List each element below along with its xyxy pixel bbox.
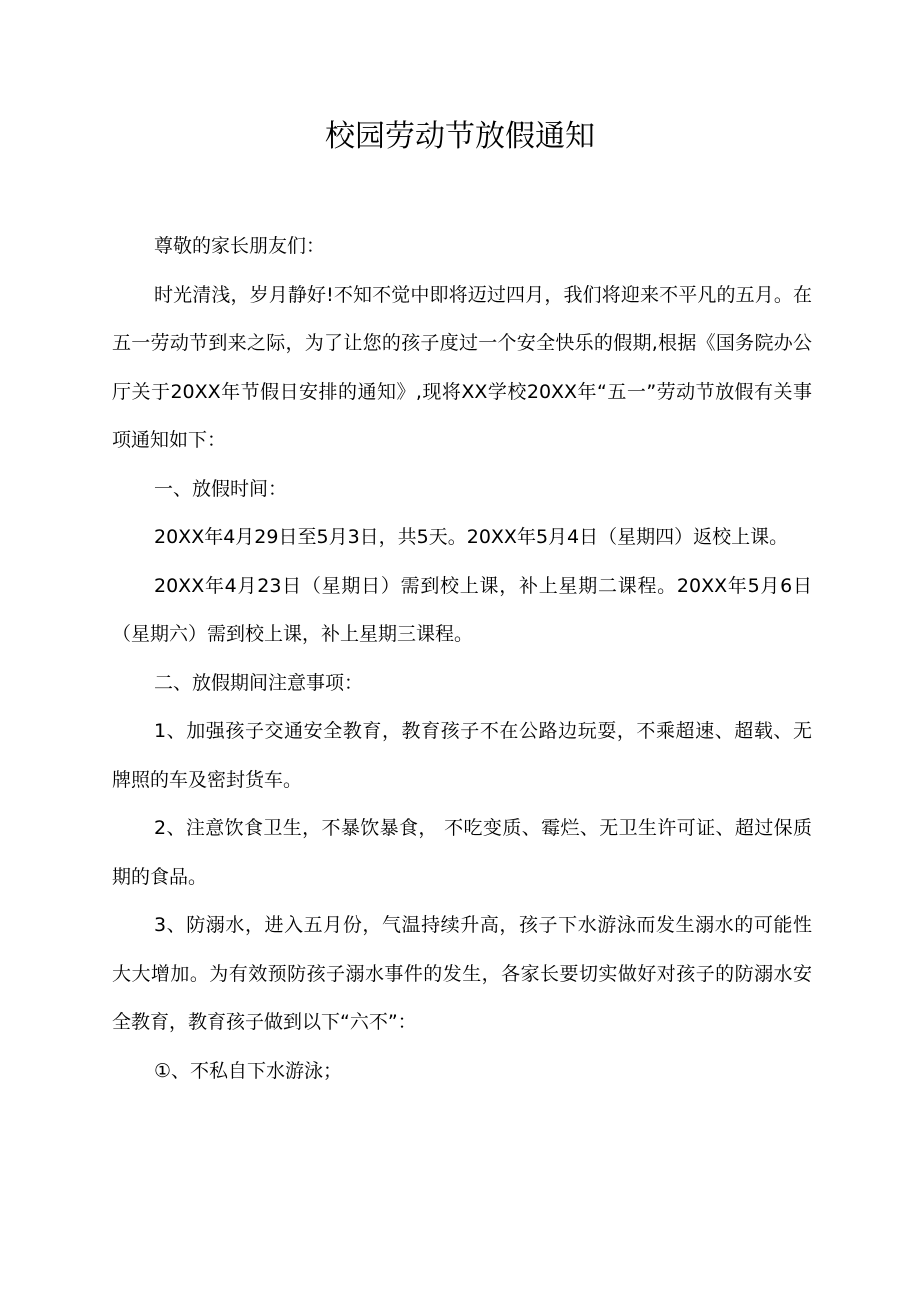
greeting-paragraph: 尊敬的家长朋友们：	[154, 235, 326, 257]
document-body	[112, 222, 812, 1095]
precaution-item-food: 2、注意饮食卫生，不暴饮暴食， 不吃变质、霉烂、无卫生许可证、超过保质期的食品。	[112, 817, 812, 888]
six-no-rule-item-1: ①、不私自下水游泳；	[154, 1059, 343, 1082]
intro-paragraph: 时光清浅，岁月静好!不知不觉中即将迈过四月，我们将迎来不平凡的五月。在五一劳动节到来之际，为了让您的孩子度过一个安全快乐的假期,根据《国务院办公厅关于20XX年节假日安排的通知》,现将XX学校20XX年“五一”劳动节放假有关事项通知如下：	[112, 283, 812, 451]
document-title: 校园劳动节放假通知	[325, 119, 595, 154]
makeup-classes-paragraph: 20XX年4月23日（星期日）需到校上课，补上星期二课程。20XX年5月6日（星期六）需到校上课，补上星期三课程。	[112, 574, 812, 645]
precaution-item-traffic: 1、加强孩子交通安全教育，教育孩子不在公路边玩耍，不乘超速、超载、无牌照的车及密封货车。	[112, 720, 812, 791]
holiday-dates-paragraph: 20XX年4月29日至5月3日，共5天。20XX年5月4日（星期四）返校上课。	[154, 526, 789, 548]
section-heading-precautions: 二、放假期间注意事项：	[154, 671, 364, 694]
section-heading-holiday-time: 一、放假时间：	[154, 477, 288, 500]
precaution-item-drowning: 3、防溺水，进入五月份，气温持续升高，孩子下水游泳而发生溺水的可能性大大增加。为有效预防孩子溺水事件的发生，各家长要切实做好对孩子的防溺水安全教育，教育孩子做到以下“六不”：	[112, 914, 812, 1033]
